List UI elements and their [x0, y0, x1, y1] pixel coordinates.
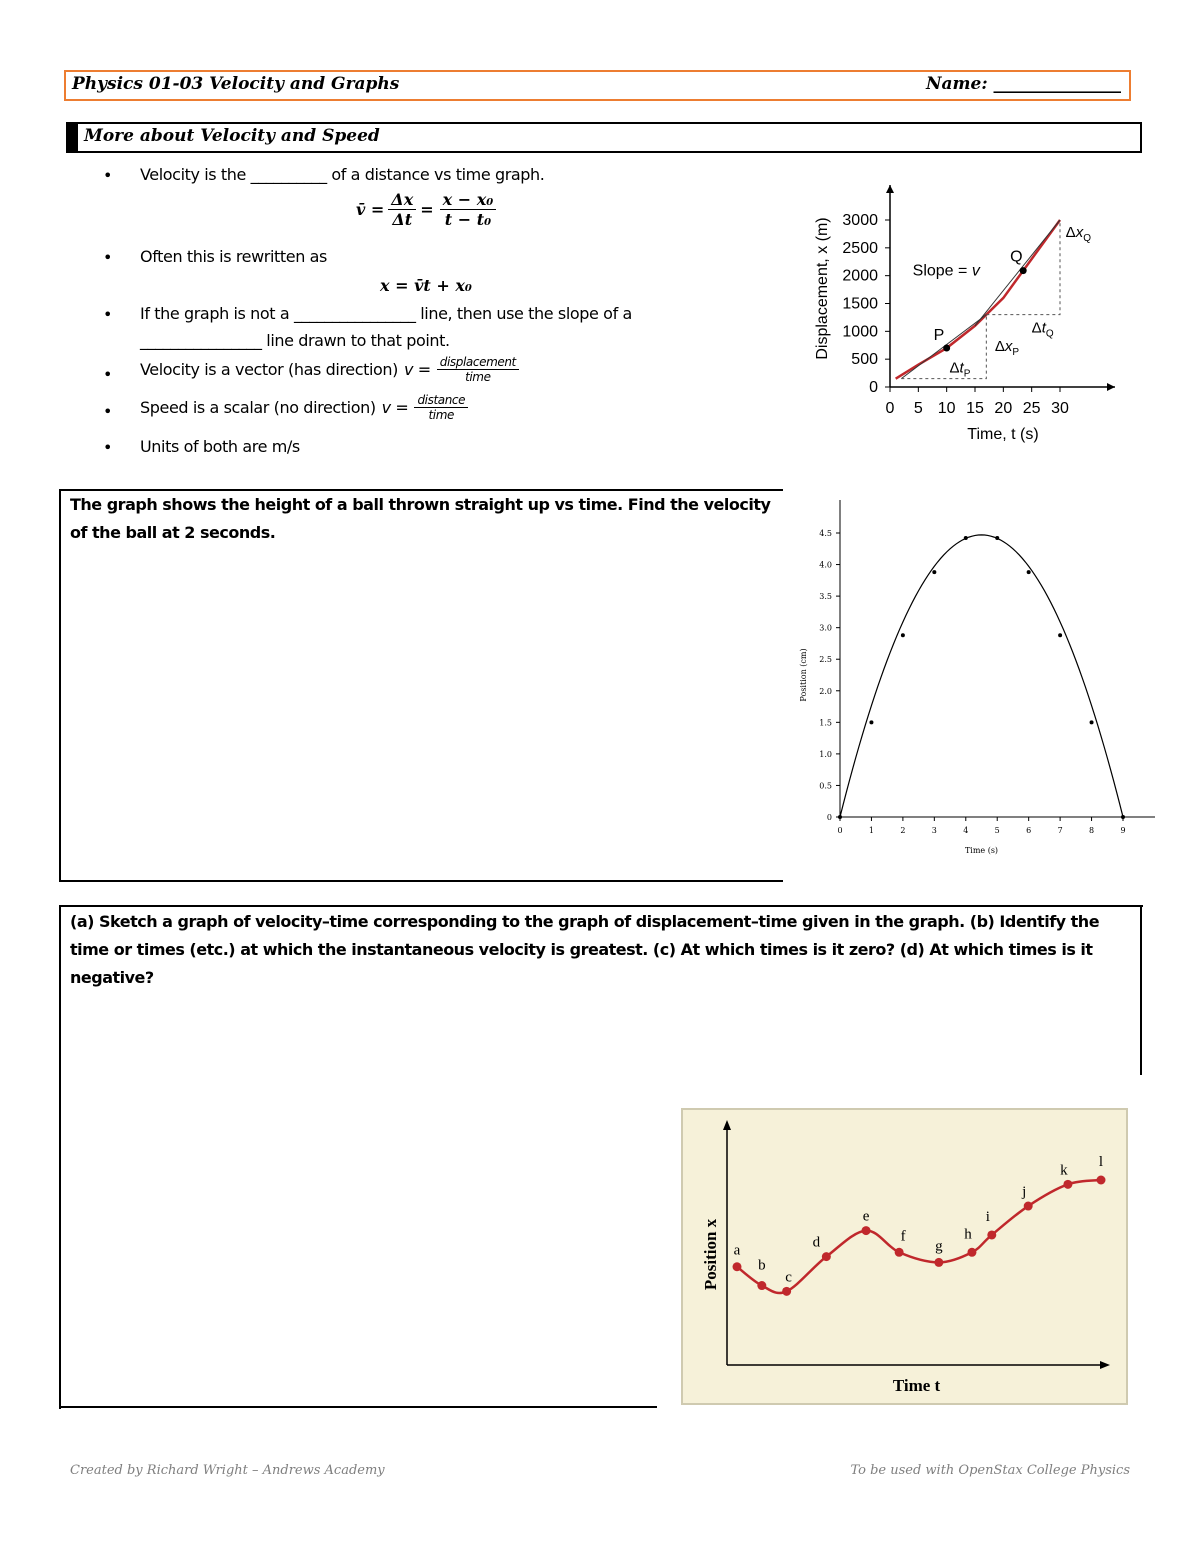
x-tick-label: 2	[900, 826, 906, 835]
displacement-curve	[896, 220, 1060, 379]
problem2-right-border	[1140, 905, 1142, 1075]
y-tick-label: 0	[826, 813, 832, 822]
y-tick-label: 3000	[842, 212, 878, 229]
displacement-numerator: displacement	[437, 355, 519, 370]
point-g	[934, 1258, 943, 1267]
problem2-bottom-border	[59, 1406, 657, 1408]
dx-numerator: Δx	[388, 190, 416, 210]
y-tick-label: 2000	[842, 267, 878, 285]
page-title: Physics 01-03 Velocity and Graphs	[72, 74, 400, 94]
data-point	[1058, 633, 1062, 637]
y-tick-label: 1.5	[819, 718, 832, 728]
time-denominator: time	[465, 370, 491, 384]
bullet-units: Units of both are m/s	[140, 437, 300, 456]
bullet-velocity-slope: Velocity is the __________ of a distance vs time graph.	[140, 165, 545, 184]
x-tick-label: 1	[868, 826, 874, 835]
y-tick-label: 1000	[842, 323, 878, 341]
y-tick-label: 0.5	[819, 781, 832, 791]
velocity-vector-text: Velocity is a vector (has direction)	[140, 360, 399, 379]
x-tick-label: 30	[1051, 400, 1069, 417]
data-point	[1090, 720, 1094, 724]
height-curve	[840, 535, 1123, 817]
x-tick-label: 5	[994, 826, 1000, 835]
point-e	[862, 1226, 871, 1235]
vbar-symbol: v̄ =	[356, 200, 385, 219]
bullet-not-straight: If the graph is not a ________________ line, then use the slope of a	[140, 304, 632, 323]
time-denominator: time	[428, 408, 455, 422]
t-t0-denominator: t − t₀	[444, 210, 492, 229]
y-axis-arrow	[886, 185, 894, 193]
x-axis-label: Time t	[892, 1376, 941, 1395]
delta-t-q-label: $\Delta t_Q$	[1031, 319, 1054, 340]
x-tick-label: 20	[994, 400, 1013, 417]
y-tick-label: 2.0	[819, 686, 832, 696]
problem1-text: The graph shows the height of a ball thrown straight up vs time. Find the velocity of the ball at 2 seconds.	[70, 495, 771, 542]
point-q-label: Q	[1010, 248, 1023, 266]
v-equals: v =	[404, 360, 431, 379]
y-tick-label: 500	[851, 351, 878, 369]
bullet-tangent-line: ________________ line drawn to that point.	[140, 331, 450, 350]
point-label-j: j	[1022, 1184, 1027, 1201]
x-tick-label: 3	[931, 826, 937, 835]
delta-x-q-label: $\Delta x_Q$	[1065, 223, 1091, 244]
x-tick-label: 5	[913, 400, 923, 417]
point-label-g: g	[935, 1238, 943, 1255]
x-tick-label: 6	[1026, 826, 1032, 835]
point-label-b: b	[758, 1257, 766, 1274]
delta-x-p-label: $\Delta x_P$	[994, 337, 1020, 358]
bullet-dot: •	[103, 402, 113, 421]
x-t-fraction	[440, 190, 497, 229]
problem1-box	[59, 489, 783, 882]
bullet-rewritten: Often this is rewritten as	[140, 247, 327, 266]
point-p-label: P	[933, 327, 945, 345]
x-tick-label: 25	[1022, 400, 1041, 417]
position-time-curve-chart	[681, 1108, 1128, 1405]
point-l	[1097, 1176, 1106, 1185]
speed-scalar-text: Speed is a scalar (no direction)	[140, 398, 376, 417]
point-label-e: e	[862, 1208, 870, 1225]
y-tick-label: 0	[869, 379, 878, 396]
y-tick-label: 4.0	[819, 560, 832, 570]
y-tick-label: 3.5	[819, 592, 832, 602]
x-tick-label: 4	[963, 826, 969, 835]
v-equals: v =	[381, 398, 409, 417]
bullet-dot: •	[103, 365, 113, 384]
point-label-l: l	[1098, 1154, 1104, 1170]
point-c	[782, 1287, 791, 1296]
y-axis-label: Position x	[701, 1218, 720, 1291]
displacement-time-fraction	[437, 355, 519, 384]
bullet-speed-scalar	[140, 393, 468, 422]
data-point	[932, 570, 936, 574]
point-label-d: d	[812, 1234, 821, 1251]
tangent-line-q	[975, 220, 1060, 326]
ball-height-chart	[790, 495, 1165, 865]
point-f	[895, 1248, 904, 1257]
equals-sign: =	[420, 200, 434, 219]
y-tick-label: 4.5	[819, 529, 832, 538]
data-point	[838, 815, 842, 819]
point-label-f: f	[900, 1228, 906, 1245]
bullet-dot: •	[103, 305, 113, 324]
velocity-equation	[356, 190, 496, 229]
x-tick-label: 15	[966, 400, 984, 417]
point-label-h: h	[964, 1226, 972, 1243]
point-k	[1063, 1180, 1072, 1189]
problem2-text: (a) Sketch a graph of velocity–time corresponding to the graph of displacement–time given in the graph. (b) Identify the time or times (etc.) at which the instantaneous velocity is greatest. (c) At which times is it zero? (d) At which times is it negative?	[70, 912, 1100, 987]
y-tick-label: 1500	[842, 295, 878, 313]
y-axis-label: Position (cm)	[799, 648, 808, 702]
x-x0-numerator: x − x₀	[440, 190, 497, 210]
data-point	[901, 633, 905, 637]
data-point	[995, 536, 999, 540]
x-axis-label: Time, t (s)	[967, 426, 1039, 443]
bullet-velocity-vector	[140, 355, 519, 384]
name-label: Name: _______________	[926, 74, 1122, 94]
data-point	[1121, 815, 1125, 819]
point-q	[1020, 267, 1027, 274]
distance-numerator: distance	[414, 393, 468, 408]
footer-source: To be used with OpenStax College Physics	[850, 1463, 1130, 1478]
x-tick-label: 0	[837, 826, 843, 835]
dt-denominator: Δt	[392, 210, 413, 229]
point-d	[822, 1252, 831, 1261]
point-label-k: k	[1060, 1162, 1068, 1179]
bullet-dot: •	[103, 166, 113, 185]
y-tick-label: 3.0	[819, 623, 832, 633]
point-a	[733, 1262, 742, 1271]
y-tick-label: 2500	[842, 239, 878, 257]
point-b	[757, 1281, 766, 1290]
y-tick-label: 2.5	[819, 655, 832, 665]
distance-time-fraction	[414, 393, 468, 422]
delta-t-p-label: $\Delta t_P$	[949, 359, 971, 380]
point-h	[967, 1248, 976, 1257]
bullet-dot: •	[103, 438, 113, 457]
footer-credit: Created by Richard Wright – Andrews Academy	[70, 1463, 385, 1478]
point-label-c: c	[785, 1269, 792, 1286]
displacement-time-chart	[805, 175, 1135, 460]
y-tick-label: 1.0	[819, 749, 832, 759]
data-point	[1027, 570, 1031, 574]
x-tick-label: 8	[1089, 826, 1095, 835]
chart-panel	[682, 1109, 1127, 1404]
x-axis-label: Time (s)	[964, 846, 999, 855]
rewritten-equation: x = v̄t + x₀	[380, 276, 472, 295]
slope-annotation: Slope = v	[912, 262, 980, 280]
x-tick-label: 7	[1057, 826, 1063, 835]
bullet-dot: •	[103, 248, 113, 267]
x-tick-label: 9	[1120, 826, 1126, 835]
point-j	[1024, 1202, 1033, 1211]
x-tick-label: 10	[937, 400, 956, 417]
x-tick-label: 0	[885, 400, 895, 417]
y-axis-label: Displacement, x (m)	[814, 217, 831, 360]
section-title: More about Velocity and Speed	[84, 126, 380, 146]
data-point	[964, 536, 968, 540]
point-i	[987, 1230, 996, 1239]
point-label-i: i	[985, 1208, 990, 1225]
data-point	[869, 720, 873, 724]
x-axis-arrow	[1107, 383, 1115, 391]
point-label-a: a	[733, 1242, 741, 1259]
point-p	[943, 345, 950, 352]
dx-dt-fraction	[388, 190, 416, 229]
